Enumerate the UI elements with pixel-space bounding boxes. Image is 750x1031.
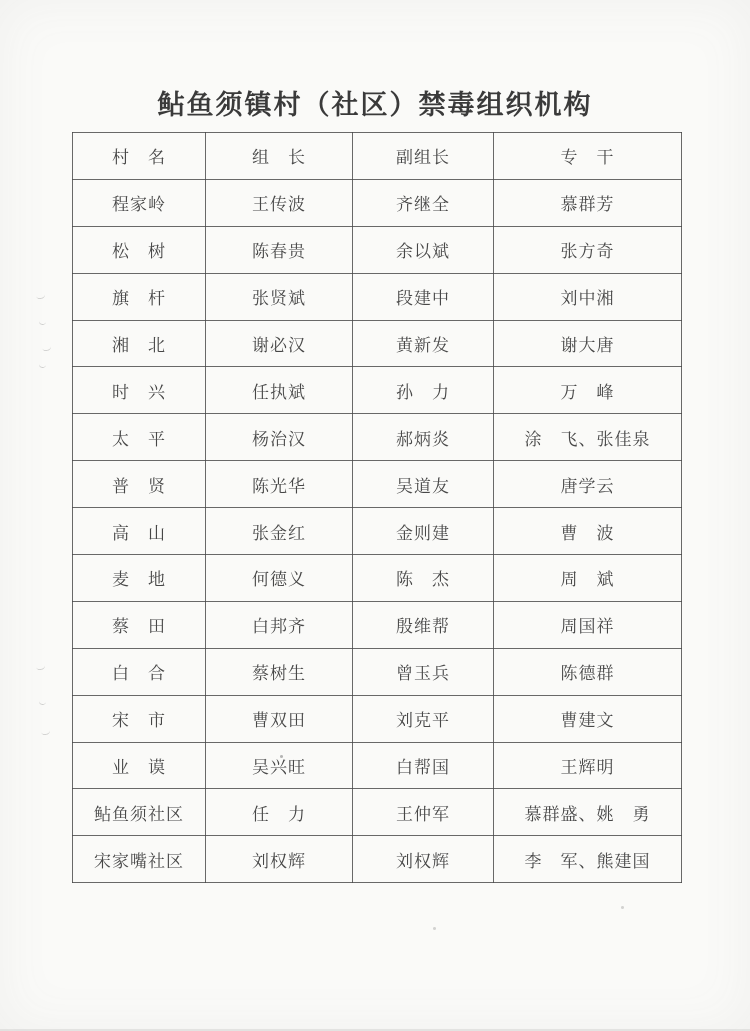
table-cell: 曹 波 xyxy=(494,508,682,555)
table-row xyxy=(73,414,682,461)
table-cell: 吴兴旺 xyxy=(206,742,353,789)
scan-dot xyxy=(433,927,436,930)
scan-dot xyxy=(621,906,624,909)
table-cell: 万 峰 xyxy=(494,367,682,414)
table-cell: 任执斌 xyxy=(206,367,353,414)
table-cell: 蔡 田 xyxy=(73,601,206,648)
table-cell: 白邦齐 xyxy=(206,601,353,648)
table-cell: 程家岭 xyxy=(73,179,206,226)
table-cell: 王仲军 xyxy=(353,789,494,836)
table-cell: 张贤斌 xyxy=(206,273,353,320)
table-cell: 太 平 xyxy=(73,414,206,461)
table-cell: 孙 力 xyxy=(353,367,494,414)
table-row xyxy=(73,320,682,367)
table-cell: 刘克平 xyxy=(353,695,494,742)
table-cell: 时 兴 xyxy=(73,367,206,414)
table-row xyxy=(73,179,682,226)
scan-smudge xyxy=(40,727,50,736)
table-cell: 陈 杰 xyxy=(353,555,494,602)
table-cell: 黄新发 xyxy=(353,320,494,367)
header-row xyxy=(73,133,682,180)
table-cell: 金则建 xyxy=(353,508,494,555)
table-row xyxy=(73,461,682,508)
table-cell: 高 山 xyxy=(73,508,206,555)
table-cell: 吴道友 xyxy=(353,461,494,508)
table-cell: 松 树 xyxy=(73,226,206,273)
table-cell: 曾玉兵 xyxy=(353,648,494,695)
table-cell: 白帮国 xyxy=(353,742,494,789)
scan-smudge xyxy=(35,291,45,300)
table-cell: 谢必汉 xyxy=(206,320,353,367)
table-cell: 张方奇 xyxy=(494,226,682,273)
table-cell: 王辉明 xyxy=(494,742,682,789)
table-cell: 普 贤 xyxy=(73,461,206,508)
table-row xyxy=(73,226,682,273)
col-header-village-name: 村 名 xyxy=(73,133,206,180)
table-cell: 周国祥 xyxy=(494,601,682,648)
table-body xyxy=(73,179,682,882)
table-row xyxy=(73,836,682,883)
table-cell: 慕群芳 xyxy=(494,179,682,226)
table-cell: 曹建文 xyxy=(494,695,682,742)
scan-smudge xyxy=(39,318,47,326)
scan-smudge xyxy=(39,698,47,706)
table-cell: 曹双田 xyxy=(206,695,353,742)
table-cell: 王传波 xyxy=(206,179,353,226)
table-cell: 鲇鱼须社区 xyxy=(73,789,206,836)
col-header-group-leader: 组 长 xyxy=(206,133,353,180)
table-cell: 陈光华 xyxy=(206,461,353,508)
table-cell: 张金红 xyxy=(206,508,353,555)
table-cell: 齐继全 xyxy=(353,179,494,226)
scan-smudge xyxy=(41,343,51,352)
table-cell: 唐学云 xyxy=(494,461,682,508)
table-cell: 慕群盛、姚 勇 xyxy=(494,789,682,836)
table-cell: 宋家嘴社区 xyxy=(73,836,206,883)
table-cell: 殷维帮 xyxy=(353,601,494,648)
table-cell: 刘权辉 xyxy=(353,836,494,883)
scan-smudge xyxy=(35,662,45,671)
table-row xyxy=(73,648,682,695)
table-cell: 杨治汉 xyxy=(206,414,353,461)
table-cell: 湘 北 xyxy=(73,320,206,367)
table-cell: 蔡树生 xyxy=(206,648,353,695)
col-header-specialist: 专 干 xyxy=(494,133,682,180)
table-row xyxy=(73,273,682,320)
table-cell: 陈德群 xyxy=(494,648,682,695)
table-cell: 业 谟 xyxy=(73,742,206,789)
table-row xyxy=(73,555,682,602)
table-row xyxy=(73,789,682,836)
scan-dot xyxy=(280,755,283,758)
table-cell: 麦 地 xyxy=(73,555,206,602)
table-cell: 余以斌 xyxy=(353,226,494,273)
table-row xyxy=(73,601,682,648)
col-header-deputy-leader: 副组长 xyxy=(353,133,494,180)
page-title: 鲇鱼须镇村（社区）禁毒组织机构 xyxy=(157,90,593,120)
table-cell: 旗 杆 xyxy=(73,273,206,320)
table-cell: 刘中湘 xyxy=(494,273,682,320)
table-header xyxy=(73,133,682,180)
scan-smudge xyxy=(39,361,47,369)
table-cell: 白 合 xyxy=(73,648,206,695)
table-cell: 何德义 xyxy=(206,555,353,602)
table-row xyxy=(73,695,682,742)
table-row xyxy=(73,508,682,555)
table-row xyxy=(73,742,682,789)
table-cell: 谢大唐 xyxy=(494,320,682,367)
table-cell: 涂 飞、张佳泉 xyxy=(494,414,682,461)
table-cell: 郝炳炎 xyxy=(353,414,494,461)
table-row xyxy=(73,367,682,414)
table-cell: 段建中 xyxy=(353,273,494,320)
table-cell: 刘权辉 xyxy=(206,836,353,883)
table-cell: 任 力 xyxy=(206,789,353,836)
anti-drug-org-table xyxy=(72,132,682,883)
table-cell: 宋 市 xyxy=(73,695,206,742)
table-cell: 陈春贵 xyxy=(206,226,353,273)
table-cell: 李 军、熊建国 xyxy=(494,836,682,883)
table-cell: 周 斌 xyxy=(494,555,682,602)
